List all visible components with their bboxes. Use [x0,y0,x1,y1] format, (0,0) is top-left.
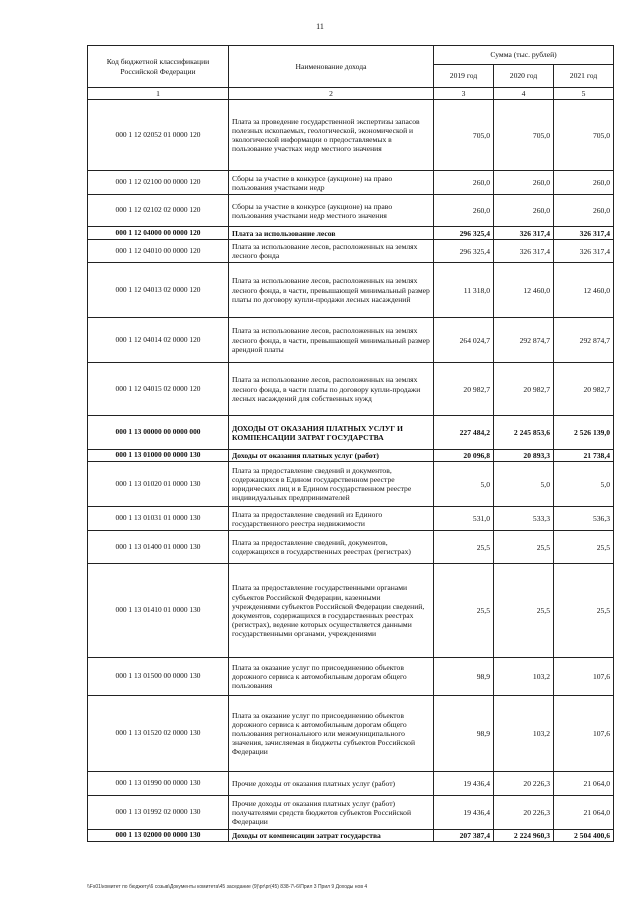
amount-2020-cell: 2 245 853,6 [494,416,554,450]
amount-2021-cell: 12 460,0 [554,263,614,318]
amount-2020-cell: 20 226,3 [494,772,554,796]
budget-code-cell: 000 1 13 01990 00 0000 130 [88,772,229,796]
header-code: Код бюджетной классификации Российской Федерации [88,46,229,88]
table-row [88,830,614,842]
amount-2021-cell: 2 526 139,0 [554,416,614,450]
amount-2021-cell: 260,0 [554,171,614,195]
amount-2020-cell: 20 893,3 [494,450,554,462]
table-row [88,696,614,772]
amount-2021-cell: 107,6 [554,696,614,772]
table-row [88,227,614,240]
col-number-3: 3 [434,88,494,100]
amount-2020-cell: 20 982,7 [494,363,554,416]
budget-code-cell: 000 1 12 02052 01 0000 120 [88,100,229,171]
amount-2020-cell: 5,0 [494,462,554,507]
budget-code-cell: 000 1 12 04014 02 0000 120 [88,318,229,363]
table-row [88,796,614,830]
revenue-name-cell: Доходы от оказания платных услуг (работ) [229,450,434,462]
page-number: 11 [316,22,324,31]
col-number-4: 4 [494,88,554,100]
budget-code-cell: 000 1 13 01000 00 0000 130 [88,450,229,462]
table-row [88,416,614,450]
amount-2019-cell: 98,9 [434,658,494,696]
revenue-name-cell: Прочие доходы от оказания платных услуг (работ) получателями средств бюджетов субъектов Российской Федерации [229,796,434,830]
amount-2021-cell: 536,3 [554,507,614,531]
amount-2019-cell: 25,5 [434,531,494,564]
table-row [88,263,614,318]
amount-2020-cell: 25,5 [494,531,554,564]
amount-2019-cell: 705,0 [434,100,494,171]
amount-2019-cell: 11 318,0 [434,263,494,318]
budget-code-cell: 000 1 13 02000 00 0000 130 [88,830,229,842]
table-row [88,772,614,796]
amount-2019-cell: 20 982,7 [434,363,494,416]
amount-2021-cell: 326 317,4 [554,240,614,263]
revenue-name-cell: Сборы за участие в конкурсе (аукционе) на право пользования участками недр [229,171,434,195]
budget-code-cell: 000 1 13 01992 02 0000 130 [88,796,229,830]
amount-2019-cell: 531,0 [434,507,494,531]
amount-2021-cell: 21 738,4 [554,450,614,462]
amount-2021-cell: 107,6 [554,658,614,696]
revenue-name-cell: Плата за использование лесов, расположенных на землях лесного фонда [229,240,434,263]
amount-2021-cell: 705,0 [554,100,614,171]
budget-code-cell: 000 1 12 04010 00 0000 120 [88,240,229,263]
amount-2020-cell: 326 317,4 [494,240,554,263]
budget-code-cell: 000 1 13 01520 02 0000 130 [88,696,229,772]
revenue-name-cell: Плата за использование лесов, расположенных на землях лесного фонда, в части, превышающей минимальный размер арендной платы [229,318,434,363]
amount-2019-cell: 20 096,8 [434,450,494,462]
header-year-2019: 2019 год [434,65,494,88]
budget-code-cell: 000 1 12 04015 02 0000 120 [88,363,229,416]
header-name: Наименование дохода [229,46,434,88]
amount-2020-cell: 292 874,7 [494,318,554,363]
revenue-name-cell: Плата за предоставление государственными органами субъектов Российской Федерации, казенными учреждениями субъектов Российской Федерации сведений, документов, содержащихся в государственных реестрах (регистрах), ведение которых осуществляется данными государственными органами, учреждениями [229,564,434,658]
budget-code-cell: 000 1 12 04013 02 0000 120 [88,263,229,318]
table-row [88,462,614,507]
revenue-name-cell: Плата за предоставление сведений из Единого государственного реестра недвижимости [229,507,434,531]
amount-2019-cell: 227 484,2 [434,416,494,450]
col-number-2: 2 [229,88,434,100]
amount-2019-cell: 5,0 [434,462,494,507]
amount-2019-cell: 98,9 [434,696,494,772]
revenue-table [87,45,614,842]
amount-2019-cell: 19 436,4 [434,772,494,796]
revenue-name-cell: Плата за использование лесов, расположенных на землях лесного фонда, в части, превышающей минимальный размер платы по договору купли-продажи лесных насаждений [229,263,434,318]
budget-code-cell: 000 1 12 02102 02 0000 120 [88,195,229,227]
amount-2021-cell: 25,5 [554,564,614,658]
amount-2021-cell: 260,0 [554,195,614,227]
amount-2019-cell: 296 325,4 [434,227,494,240]
table-row [88,363,614,416]
amount-2019-cell: 260,0 [434,195,494,227]
revenue-name-cell: Плата за оказание услуг по присоединению объектов дорожного сервиса к автомобильным дорогам общего пользования [229,658,434,696]
col-number-1: 1 [88,88,229,100]
amount-2019-cell: 207 387,4 [434,830,494,842]
header-year-2020: 2020 год [494,65,554,88]
amount-2020-cell: 260,0 [494,171,554,195]
revenue-name-cell: Плата за оказание услуг по присоединению объектов дорожного сервиса к автомобильным дорогам общего пользования регионального или межмуниципального значения, зачисляемая в бюджеты субъектов Российской Федерации [229,696,434,772]
amount-2021-cell: 2 504 400,6 [554,830,614,842]
amount-2021-cell: 326 317,4 [554,227,614,240]
revenue-name-cell: Доходы от компенсации затрат государства [229,830,434,842]
amount-2021-cell: 21 064,0 [554,796,614,830]
table-row [88,507,614,531]
table-row [88,450,614,462]
budget-code-cell: 000 1 13 01020 01 0000 130 [88,462,229,507]
budget-code-cell: 000 1 13 01410 01 0000 130 [88,564,229,658]
revenue-name-cell: Прочие доходы от оказания платных услуг (работ) [229,772,434,796]
col-number-5: 5 [554,88,614,100]
table-row [88,100,614,171]
amount-2020-cell: 20 226,3 [494,796,554,830]
amount-2021-cell: 25,5 [554,531,614,564]
amount-2020-cell: 260,0 [494,195,554,227]
table-row [88,318,614,363]
amount-2019-cell: 25,5 [434,564,494,658]
budget-code-cell: 000 1 13 01400 01 0000 130 [88,531,229,564]
budget-code-cell: 000 1 13 00000 00 0000 000 [88,416,229,450]
amount-2020-cell: 2 224 960,3 [494,830,554,842]
amount-2020-cell: 326 317,4 [494,227,554,240]
budget-code-cell: 000 1 13 01500 00 0000 130 [88,658,229,696]
revenue-name-cell: Плата за использование лесов, расположенных на землях лесного фонда, в части платы по договору купли-продажи лесных насаждений для собственных нужд [229,363,434,416]
budget-code-cell: 000 1 12 04000 00 0000 120 [88,227,229,240]
revenue-name-cell: Плата за предоставление сведений и документов, содержащихся в Едином государственном реестре юридических лиц и в Едином государственном реестре индивидуальных предпринимателей [229,462,434,507]
revenue-name-cell: ДОХОДЫ ОТ ОКАЗАНИЯ ПЛАТНЫХ УСЛУГ И КОМПЕНСАЦИИ ЗАТРАТ ГОСУДАРСТВА [229,416,434,450]
header-year-2021: 2021 год [554,65,614,88]
amount-2019-cell: 260,0 [434,171,494,195]
amount-2019-cell: 19 436,4 [434,796,494,830]
revenue-name-cell: Плата за использование лесов [229,227,434,240]
table-row [88,564,614,658]
amount-2019-cell: 296 325,4 [434,240,494,263]
header-sum: Сумма (тыс. рублей) [434,46,614,65]
amount-2020-cell: 12 460,0 [494,263,554,318]
table-row [88,240,614,263]
amount-2021-cell: 5,0 [554,462,614,507]
amount-2021-cell: 20 982,7 [554,363,614,416]
revenue-name-cell: Сборы за участие в конкурсе (аукционе) на право пользования участками недр местного значения [229,195,434,227]
amount-2020-cell: 533,3 [494,507,554,531]
budget-code-cell: 000 1 12 02100 00 0000 120 [88,171,229,195]
revenue-name-cell: Плата за предоставление сведений, документов, содержащихся в государственных реестрах (регистрах) [229,531,434,564]
amount-2019-cell: 264 024,7 [434,318,494,363]
table-row [88,195,614,227]
table-row [88,531,614,564]
amount-2021-cell: 292 874,7 [554,318,614,363]
budget-code-cell: 000 1 13 01031 01 0000 130 [88,507,229,531]
footer-file-path: \\Fs01\комитет по бюджету\6 созыв\Документы комитета\45 заседание (9)\pr\pr(45) 838-7\-6\Прил 3 Прил 9 Доходы нов 4 [87,884,368,890]
amount-2020-cell: 103,2 [494,696,554,772]
amount-2020-cell: 25,5 [494,564,554,658]
table-row [88,658,614,696]
amount-2021-cell: 21 064,0 [554,772,614,796]
table-row [88,171,614,195]
revenue-name-cell: Плата за проведение государственной экспертизы запасов полезных ископаемых, геологической, экономической и экологической информации о предоставляемых в пользование участках недр местного значения [229,100,434,171]
amount-2020-cell: 705,0 [494,100,554,171]
amount-2020-cell: 103,2 [494,658,554,696]
